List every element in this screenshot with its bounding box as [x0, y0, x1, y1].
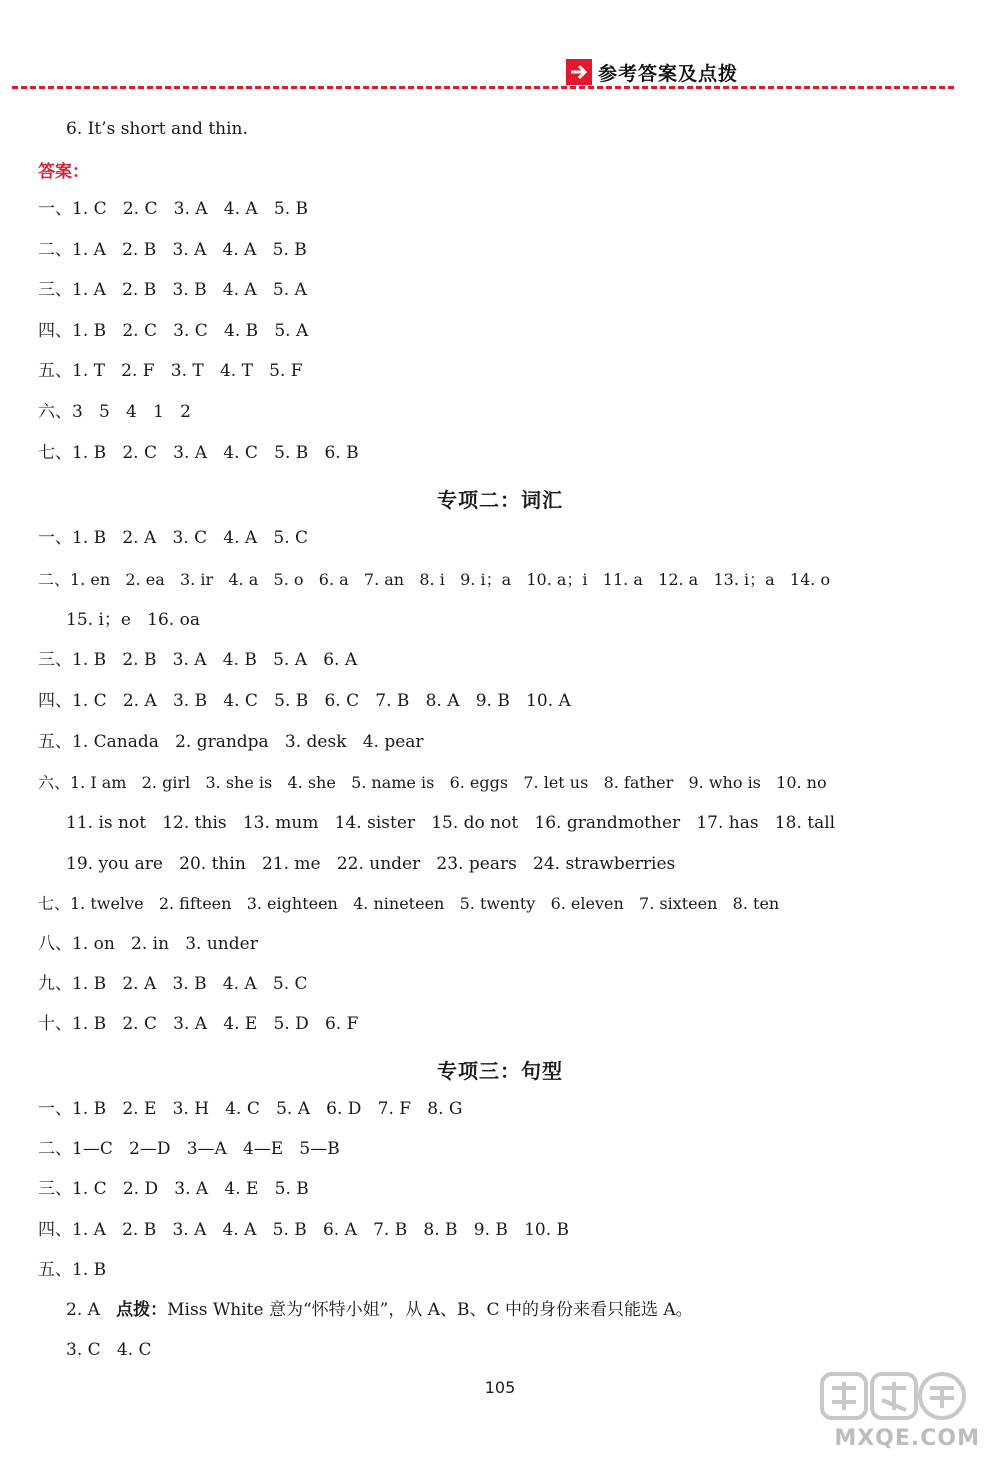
section-title-vocabulary: 专项二：词汇	[437, 488, 563, 512]
answer-line: 五、1. T 2. F 3. T 4. T 5. F	[38, 361, 303, 381]
watermark	[818, 1368, 990, 1454]
answer-line: 11. is not 12. this 13. mum 14. sister 15. do not 16. grandmother 17. has 18. tall	[66, 813, 836, 833]
watermark-text: MXQE.COM	[834, 1426, 980, 1451]
answer-line: 四、1. C 2. A 3. B 4. C 5. B 6. C 7. B 8. A 9. B 10. A	[38, 691, 571, 711]
answer-line: 19. you are 20. thin 21. me 22. under 23. pears 24. strawberries	[66, 854, 676, 874]
answer-label: 答案：	[38, 162, 89, 182]
answer-line: 二、1. en 2. ea 3. ir 4. a 5. o 6. a 7. an 8. i 9. i；a 10. a；i 11. a 12. a 13. i；a 14. o	[38, 570, 831, 589]
header-title: 参考答案及点拨	[598, 62, 739, 85]
section-title-sentence-patterns: 专项三：句型	[437, 1059, 563, 1083]
note-answer: 2. A	[66, 1300, 117, 1320]
answer-line: 五、1. B	[38, 1260, 107, 1280]
answer-line: 十、1. B 2. C 3. A 4. E 5. D 6. F	[38, 1014, 359, 1034]
answer-line: 七、1. twelve 2. fifteen 3. eighteen 4. nineteen 5. twenty 6. eleven 7. sixteen 8. ten	[38, 894, 780, 913]
note-line	[66, 1299, 693, 1321]
answer-line: 二、1—C 2—D 3—A 4—E 5—B	[38, 1139, 340, 1159]
note-label: 点拨：	[116, 1300, 168, 1320]
answer-line: 六、3 5 4 1 2	[38, 402, 191, 422]
watermark-logo-icon	[818, 1368, 968, 1424]
answer-line: 七、1. B 2. C 3. A 4. C 5. B 6. B	[38, 443, 359, 463]
answer-line: 四、1. B 2. C 3. C 4. B 5. A	[38, 321, 309, 341]
answer-line: 三、1. B 2. B 3. A 4. B 5. A 6. A	[38, 650, 358, 670]
answer-line: 一、1. C 2. C 3. A 4. A 5. B	[38, 199, 309, 219]
answer-line: 一、1. B 2. E 3. H 4. C 5. A 6. D 7. F 8. G	[38, 1099, 463, 1119]
intro-line: 6. It’s short and thin.	[66, 119, 248, 139]
answer-line: 一、1. B 2. A 3. C 4. A 5. C	[38, 528, 309, 548]
answer-line: 五、1. Canada 2. grandpa 3. desk 4. pear	[38, 732, 424, 752]
answer-line: 三、1. A 2. B 3. B 4. A 5. A	[38, 280, 307, 300]
answer-line: 九、1. B 2. A 3. B 4. A 5. C	[38, 974, 308, 994]
note-text: Miss White 意为“怀特小姐”，从 A、B、C 中的身份来看只能选 A。	[167, 1300, 693, 1320]
answer-line: 3. C 4. C	[66, 1340, 152, 1360]
arrow-icon	[566, 59, 592, 85]
answer-line: 四、1. A 2. B 3. A 4. A 5. B 6. A 7. B 8. B 9. B 10. B	[38, 1220, 570, 1240]
page-header	[566, 56, 738, 88]
answer-line: 六、1. I am 2. girl 3. she is 4. she 5. name is 6. eggs 7. let us 8. father 9. who is 10. no	[38, 773, 827, 792]
answer-line: 八、1. on 2. in 3. under	[38, 934, 258, 954]
page-number: 105	[484, 1378, 516, 1397]
answer-line: 二、1. A 2. B 3. A 4. A 5. B	[38, 240, 307, 260]
answer-line: 三、1. C 2. D 3. A 4. E 5. B	[38, 1179, 309, 1199]
answer-line: 15. i；e 16. oa	[66, 610, 200, 630]
header-divider	[12, 86, 954, 89]
